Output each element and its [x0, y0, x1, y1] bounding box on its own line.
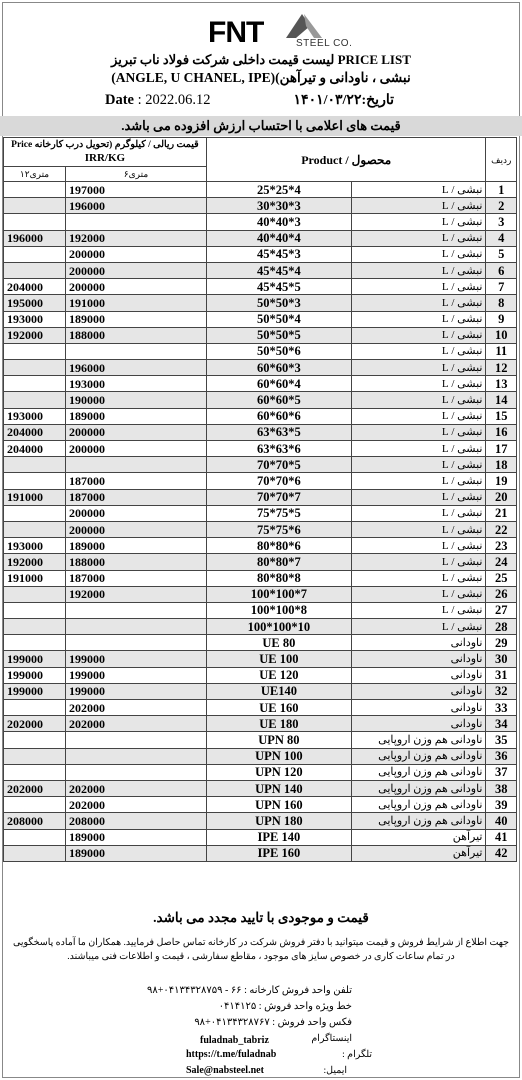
table-row [4, 408, 517, 424]
table-row [4, 538, 517, 554]
price-12m-cell: 204000 [4, 424, 66, 440]
vat-banner: قیمت های اعلامی با احتساب ارزش افزوده می باشد. [0, 116, 522, 136]
product-name-cell: نبشی / L [351, 327, 486, 343]
price-6m-cell [66, 748, 207, 764]
table-row [4, 554, 517, 570]
size-cell: 100*100*10 [206, 619, 351, 635]
product-name-cell: ناودانی [351, 635, 486, 651]
table-row [4, 586, 517, 602]
table-row [4, 198, 517, 214]
price-6m-cell: 191000 [66, 295, 207, 311]
row-number-cell: 30 [486, 651, 517, 667]
product-name-cell: ناودانی [351, 716, 486, 732]
price-6m-cell [66, 214, 207, 230]
product-name-cell: نبشی / L [351, 473, 486, 489]
product-name-cell: نبشی / L [351, 424, 486, 440]
table-row [4, 392, 517, 408]
product-name-cell: نبشی / L [351, 311, 486, 327]
product-name-cell: ناودانی هم وزن اروپایی [351, 780, 486, 796]
price-12m-cell [4, 214, 66, 230]
price-6m-cell [66, 602, 207, 618]
product-name-cell: نبشی / L [351, 295, 486, 311]
price-12m-cell: 199000 [4, 667, 66, 683]
table-row [4, 667, 517, 683]
price-12m-cell [4, 505, 66, 521]
size-cell: UE 100 [206, 651, 351, 667]
price-6m-cell: 189000 [66, 408, 207, 424]
product-name-cell: نبشی / L [351, 279, 486, 295]
product-name-cell: نبشی / L [351, 570, 486, 586]
telegram-label: تلگرام : [342, 1050, 372, 1060]
price-12m-cell: 195000 [4, 295, 66, 311]
size-cell: 70*70*5 [206, 457, 351, 473]
price-6m-cell: 188000 [66, 327, 207, 343]
logo-mark-icon [284, 12, 324, 40]
product-name-cell: نبشی / L [351, 392, 486, 408]
row-number-cell: 7 [486, 279, 517, 295]
size-cell: 100*100*8 [206, 602, 351, 618]
telegram-link[interactable]: https://t.me/fuladnab [186, 1049, 277, 1060]
size-cell: UE 120 [206, 667, 351, 683]
table-row [4, 521, 517, 537]
price-12m-cell: 193000 [4, 311, 66, 327]
document-subtitle: (ANGLE, U CHANEL, IPE)(نبشی ، ناودانی و تیرآهن [111, 70, 411, 85]
size-cell: 60*60*3 [206, 360, 351, 376]
row-number-cell: 1 [486, 182, 517, 198]
size-cell: 75*75*6 [206, 521, 351, 537]
size-cell: 40*40*4 [206, 230, 351, 246]
price-12m-cell [4, 246, 66, 262]
size-cell: UE140 [206, 683, 351, 699]
sales-note: جهت اطلاع از شرایط فروش و قیمت میتوانید با دفتر فروش شرکت در کارخانه تماس حاصل فرمایید. همکاران ما آماده پاسخگویی در تمام ساعات کاری در خصوص سایز های موجود ، مقاطع سفارشی ، قیمت و اطلاعات فنی میباشند. [12, 938, 510, 962]
price-6m-cell: 200000 [66, 441, 207, 457]
size-cell: 50*50*6 [206, 343, 351, 359]
table-row [4, 311, 517, 327]
row-number-cell: 21 [486, 505, 517, 521]
price-12m-cell [4, 182, 66, 198]
price-6m-cell: 200000 [66, 246, 207, 262]
table-row [4, 262, 517, 278]
table-row [4, 764, 517, 780]
price-6m-cell: 202000 [66, 780, 207, 796]
row-number-cell: 9 [486, 311, 517, 327]
price-12m-cell: 191000 [4, 570, 66, 586]
product-name-cell: ناودانی هم وزن اروپایی [351, 748, 486, 764]
size-cell: 80*80*6 [206, 538, 351, 554]
size-cell: UE 180 [206, 716, 351, 732]
table-row [4, 214, 517, 230]
price-12m-cell: 193000 [4, 408, 66, 424]
price-12m-cell [4, 360, 66, 376]
table-row [4, 813, 517, 829]
price-6m-cell [66, 457, 207, 473]
date-value: : 2022.06.12 [137, 92, 211, 108]
price-6m-cell [66, 635, 207, 651]
table-row [4, 343, 517, 359]
row-number-cell: 26 [486, 586, 517, 602]
sales-hotline: خط ویژه واحد فروش : ۰۴۱۴۱۲۵ [218, 1001, 352, 1012]
table-row [4, 829, 517, 845]
row-number-cell: 41 [486, 829, 517, 845]
product-name-cell: نبشی / L [351, 246, 486, 262]
row-number-cell: 6 [486, 262, 517, 278]
product-header: Product / محصول [206, 138, 486, 182]
size-cell: 25*25*4 [206, 182, 351, 198]
table-row [4, 602, 517, 618]
product-name-cell: نبشی / L [351, 505, 486, 521]
table-row [4, 797, 517, 813]
product-name-cell: نبشی / L [351, 441, 486, 457]
document-title: لیست قیمت داخلی شرکت فولاد ناب تبریز PRICE LIST [111, 52, 411, 67]
price-12m-cell [4, 521, 66, 537]
price-6m-cell: 197000 [66, 182, 207, 198]
table-row [4, 360, 517, 376]
date-label: Date [105, 92, 134, 108]
product-name-cell: نبشی / L [351, 554, 486, 570]
table-row [4, 505, 517, 521]
row-number-cell: 38 [486, 780, 517, 796]
row-number-cell: 25 [486, 570, 517, 586]
price-6m-cell [66, 732, 207, 748]
row-number-cell: 31 [486, 667, 517, 683]
table-row [4, 182, 517, 198]
price-12m-cell: 199000 [4, 651, 66, 667]
instagram-label: اینستاگرام [311, 1034, 352, 1044]
price-6m-cell: 196000 [66, 360, 207, 376]
table-row [4, 489, 517, 505]
m12-header: ۱۲متری [4, 167, 66, 182]
price-6m-cell: 200000 [66, 424, 207, 440]
table-row [4, 619, 517, 635]
product-name-cell: ناودانی [351, 651, 486, 667]
size-cell: 45*45*5 [206, 279, 351, 295]
price-6m-cell: 202000 [66, 797, 207, 813]
row-number-cell: 3 [486, 214, 517, 230]
table-row [4, 651, 517, 667]
price-12m-cell [4, 457, 66, 473]
table-row [4, 570, 517, 586]
size-cell: UE 160 [206, 700, 351, 716]
price-rows [4, 182, 517, 862]
row-number-cell: 28 [486, 619, 517, 635]
product-name-cell: نبشی / L [351, 538, 486, 554]
price-table [3, 137, 517, 862]
size-cell: 63*63*6 [206, 441, 351, 457]
size-cell: 63*63*5 [206, 424, 351, 440]
price-12m-cell [4, 797, 66, 813]
product-name-cell: نبشی / L [351, 230, 486, 246]
price-6m-cell [66, 619, 207, 635]
price-12m-cell: 204000 [4, 441, 66, 457]
product-name-cell: نبشی / L [351, 214, 486, 230]
stock-note: قیمت و موجودی با تایید مجدد می باشد. [153, 910, 369, 925]
price-6m-cell: 208000 [66, 813, 207, 829]
row-number-cell: 29 [486, 635, 517, 651]
price-12m-cell [4, 392, 66, 408]
product-name-cell: ناودانی [351, 667, 486, 683]
price-6m-cell: 189000 [66, 845, 207, 861]
factory-phone: تلفن واحد فروش کارخانه : ۶۶ - ۰۴۱۳۴۳۲۸۷۵۹+۹۸ [146, 985, 352, 996]
price-header [4, 138, 207, 167]
price-6m-cell: 199000 [66, 683, 207, 699]
size-cell: 50*50*4 [206, 311, 351, 327]
size-cell: 70*70*6 [206, 473, 351, 489]
table-row [4, 780, 517, 796]
price-12m-cell [4, 602, 66, 618]
price-12m-cell [4, 732, 66, 748]
row-number-cell: 5 [486, 246, 517, 262]
price-6m-cell: 196000 [66, 198, 207, 214]
product-name-cell: ناودانی هم وزن اروپایی [351, 764, 486, 780]
row-number-cell: 10 [486, 327, 517, 343]
row-number-header: ردیف [486, 138, 517, 182]
size-cell: 45*45*4 [206, 262, 351, 278]
table-row [4, 473, 517, 489]
price-6m-cell: 189000 [66, 829, 207, 845]
size-cell: 100*100*7 [206, 586, 351, 602]
size-cell: UPN 120 [206, 764, 351, 780]
row-number-cell: 20 [486, 489, 517, 505]
size-cell: UPN 140 [206, 780, 351, 796]
row-number-cell: 15 [486, 408, 517, 424]
size-cell: 70*70*7 [206, 489, 351, 505]
table-row [4, 700, 517, 716]
row-number-cell: 40 [486, 813, 517, 829]
product-name-cell: نبشی / L [351, 489, 486, 505]
product-name-cell: نبشی / L [351, 619, 486, 635]
price-header-label: قیمت ریالی / کیلوگرم (تحویل درب کارخانه Price [11, 139, 199, 150]
product-name-cell: نبشی / L [351, 198, 486, 214]
row-number-cell: 27 [486, 602, 517, 618]
table-row [4, 327, 517, 343]
price-6m-cell: 202000 [66, 700, 207, 716]
price-6m-cell: 187000 [66, 570, 207, 586]
size-cell: 30*30*3 [206, 198, 351, 214]
price-6m-cell: 200000 [66, 262, 207, 278]
product-name-cell: نبشی / L [351, 457, 486, 473]
row-number-cell: 36 [486, 748, 517, 764]
product-name-cell: نبشی / L [351, 602, 486, 618]
row-number-cell: 24 [486, 554, 517, 570]
price-6m-cell: 200000 [66, 505, 207, 521]
size-cell: 80*80*8 [206, 570, 351, 586]
product-name-cell: ناودانی هم وزن اروپایی [351, 732, 486, 748]
price-12m-cell: 192000 [4, 554, 66, 570]
product-name-cell: ناودانی [351, 700, 486, 716]
price-6m-cell: 200000 [66, 279, 207, 295]
product-name-cell: نبشی / L [351, 408, 486, 424]
price-12m-cell: 191000 [4, 489, 66, 505]
price-6m-cell: 193000 [66, 376, 207, 392]
table-row [4, 441, 517, 457]
size-cell: 50*50*5 [206, 327, 351, 343]
size-cell: UPN 100 [206, 748, 351, 764]
price-12m-cell: 199000 [4, 683, 66, 699]
logo-text: FNT [208, 16, 264, 49]
size-cell: IPE 160 [206, 845, 351, 861]
table-row [4, 424, 517, 440]
price-6m-cell: 190000 [66, 392, 207, 408]
row-number-cell: 35 [486, 732, 517, 748]
row-number-cell: 11 [486, 343, 517, 359]
sales-fax: فکس واحد فروش : ۰۴۱۳۴۳۲۸۷۶۷+۹۸ [194, 1017, 352, 1028]
price-12m-cell [4, 586, 66, 602]
row-number-cell: 19 [486, 473, 517, 489]
row-number-cell: 39 [486, 797, 517, 813]
price-6m-cell: 199000 [66, 667, 207, 683]
price-6m-cell [66, 343, 207, 359]
table-row [4, 845, 517, 861]
price-12m-cell [4, 198, 66, 214]
price-6m-cell: 187000 [66, 489, 207, 505]
table-header-row [4, 138, 517, 167]
row-number-cell: 12 [486, 360, 517, 376]
row-number-cell: 13 [486, 376, 517, 392]
row-number-cell: 14 [486, 392, 517, 408]
table-row [4, 716, 517, 732]
price-6m-cell: 188000 [66, 554, 207, 570]
row-number-cell: 42 [486, 845, 517, 861]
date-persian: تاریخ:۱۴۰۱/۰۳/۲۲ [293, 93, 394, 108]
product-name-cell: ناودانی [351, 683, 486, 699]
size-cell: 40*40*3 [206, 214, 351, 230]
instagram-handle[interactable]: fuladnab_tabriz [200, 1035, 269, 1046]
table-row [4, 457, 517, 473]
row-number-cell: 34 [486, 716, 517, 732]
price-12m-cell: 196000 [4, 230, 66, 246]
product-name-cell: نبشی / L [351, 360, 486, 376]
size-cell: 80*80*7 [206, 554, 351, 570]
price-12m-cell: 208000 [4, 813, 66, 829]
size-cell: 60*60*6 [206, 408, 351, 424]
table-row [4, 732, 517, 748]
row-number-cell: 22 [486, 521, 517, 537]
price-6m-cell: 192000 [66, 586, 207, 602]
product-name-cell: نبشی / L [351, 376, 486, 392]
price-6m-cell: 189000 [66, 311, 207, 327]
price-12m-cell: 202000 [4, 780, 66, 796]
price-6m-cell: 202000 [66, 716, 207, 732]
row-number-cell: 18 [486, 457, 517, 473]
table-row [4, 246, 517, 262]
price-6m-cell: 187000 [66, 473, 207, 489]
price-6m-cell: 189000 [66, 538, 207, 554]
price-6m-cell [66, 764, 207, 780]
row-number-cell: 4 [486, 230, 517, 246]
product-name-cell: نبشی / L [351, 343, 486, 359]
price-6m-cell: 200000 [66, 521, 207, 537]
table-row [4, 376, 517, 392]
size-cell: 50*50*3 [206, 295, 351, 311]
email-address[interactable]: Sale@nabsteel.net [186, 1065, 264, 1076]
product-name-cell: نبشی / L [351, 182, 486, 198]
table-row [4, 683, 517, 699]
price-12m-cell [4, 619, 66, 635]
email-label: ایمیل: [323, 1066, 347, 1076]
size-cell: 60*60*5 [206, 392, 351, 408]
price-6m-cell: 192000 [66, 230, 207, 246]
row-number-cell: 33 [486, 700, 517, 716]
price-12m-cell [4, 700, 66, 716]
price-12m-cell [4, 376, 66, 392]
price-12m-cell [4, 829, 66, 845]
row-number-cell: 2 [486, 198, 517, 214]
price-12m-cell [4, 343, 66, 359]
size-cell: 75*75*5 [206, 505, 351, 521]
price-12m-cell: 202000 [4, 716, 66, 732]
size-cell: 45*45*3 [206, 246, 351, 262]
price-12m-cell [4, 262, 66, 278]
price-12m-cell: 193000 [4, 538, 66, 554]
price-12m-cell [4, 473, 66, 489]
table-row [4, 295, 517, 311]
price-unit-label: IRR/KG [84, 151, 126, 164]
table-row [4, 748, 517, 764]
row-number-cell: 37 [486, 764, 517, 780]
size-cell: IPE 140 [206, 829, 351, 845]
price-12m-cell [4, 748, 66, 764]
product-name-cell: ناودانی هم وزن اروپایی [351, 813, 486, 829]
price-6m-cell: 199000 [66, 651, 207, 667]
product-name-cell: نبشی / L [351, 262, 486, 278]
date-english [105, 92, 211, 109]
price-12m-cell [4, 845, 66, 861]
m6-header: ۶متری [66, 167, 207, 182]
table-row [4, 635, 517, 651]
product-name-cell: تیرآهن [351, 845, 486, 861]
logo-subtitle: STEEL CO. [296, 38, 353, 49]
size-cell: 60*60*4 [206, 376, 351, 392]
row-number-cell: 23 [486, 538, 517, 554]
price-12m-cell: 192000 [4, 327, 66, 343]
row-number-cell: 16 [486, 424, 517, 440]
size-cell: UPN 80 [206, 732, 351, 748]
product-name-cell: نبشی / L [351, 521, 486, 537]
table-row [4, 230, 517, 246]
row-number-cell: 17 [486, 441, 517, 457]
product-name-cell: نبشی / L [351, 586, 486, 602]
product-name-cell: ناودانی هم وزن اروپایی [351, 797, 486, 813]
table-row [4, 279, 517, 295]
size-cell: UPN 180 [206, 813, 351, 829]
row-number-cell: 8 [486, 295, 517, 311]
product-name-cell: تیرآهن [351, 829, 486, 845]
size-cell: UPN 160 [206, 797, 351, 813]
price-12m-cell [4, 764, 66, 780]
price-12m-cell: 204000 [4, 279, 66, 295]
size-cell: UE 80 [206, 635, 351, 651]
row-number-cell: 32 [486, 683, 517, 699]
company-logo [0, 6, 522, 50]
price-12m-cell [4, 635, 66, 651]
